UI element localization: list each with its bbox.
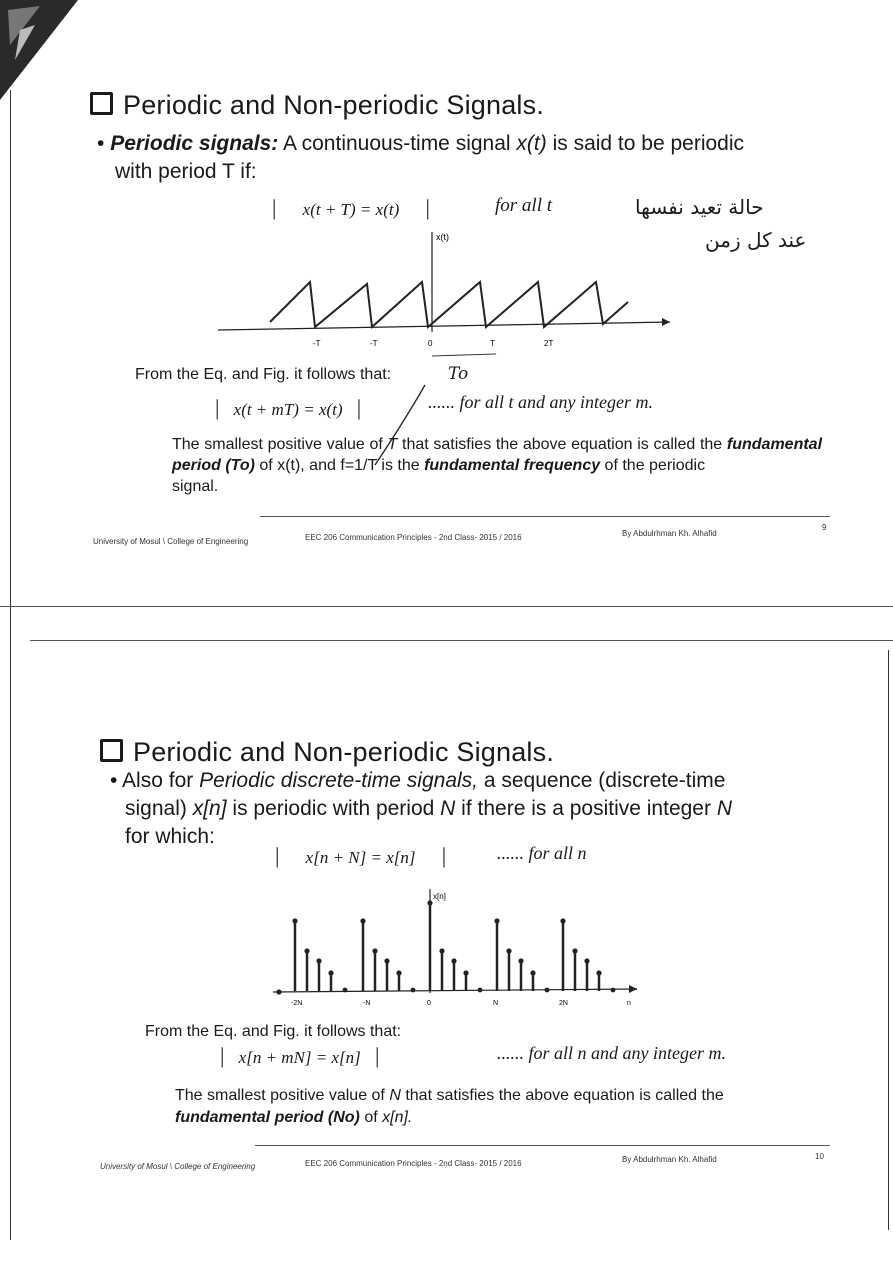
stem-dot <box>560 918 565 923</box>
stem-dot <box>304 948 309 953</box>
stem-dot <box>596 970 601 975</box>
slide1-bullet-line2: with period T if: <box>115 160 257 183</box>
stem-dot <box>572 948 577 953</box>
slide1-equation: | x(t + T) = x(t) | <box>272 195 430 220</box>
tick-label: n <box>627 1000 631 1007</box>
slide2-equation-cond: ...... for all n <box>497 843 587 863</box>
bullet-dot-icon: • <box>110 769 118 792</box>
slide2-equation2: | x[n + mN] = x[n] | <box>220 1043 380 1068</box>
checkbox-bullet-icon <box>100 739 123 762</box>
stem-dot <box>384 958 389 963</box>
stem-zero-dot <box>545 988 550 993</box>
stem-dot <box>427 900 432 905</box>
slide2-equation2-cond: ...... for all n and any integer m. <box>497 1043 726 1063</box>
stem-dot <box>494 918 499 923</box>
stem-dot <box>316 958 321 963</box>
arabic-note-line2: عند كل زمن <box>705 228 807 252</box>
n-axis-arrow-icon <box>629 985 637 993</box>
tick-label: T <box>490 339 495 348</box>
tick-label: -T <box>370 339 378 348</box>
right-page-edge <box>888 650 889 1230</box>
tick-label: -N <box>363 1000 371 1007</box>
tick-label: 0 <box>428 339 433 348</box>
stem-dot <box>518 958 523 963</box>
slide2-footer-left: University of Mosul \ College of Engineering <box>100 1162 256 1171</box>
stem-zero-dot <box>343 988 348 993</box>
bullet-dot-icon: • <box>97 132 105 155</box>
slide2-page-number: 10 <box>815 1152 824 1161</box>
slide2-footer-right: By Abdulrhman Kh. Alhafid <box>622 1155 717 1164</box>
ylabel: x(t) <box>436 232 449 242</box>
stem-dot <box>530 970 535 975</box>
slide2-title: Periodic and Non-periodic Signals. <box>100 737 554 768</box>
sawtooth-wave <box>270 282 628 327</box>
tick-label: N <box>493 1000 499 1007</box>
slide1-equation-cond: for all t <box>495 195 553 216</box>
time-axis-arrow-icon <box>662 318 670 326</box>
slide1-footer-mid: EEC 206 Communication Principles - 2nd Class- 2015 / 2016 <box>305 533 522 542</box>
stem-dot <box>584 958 589 963</box>
stem-dot <box>463 970 468 975</box>
slide1-footer-left: University of Mosul \ College of Engineering <box>93 537 249 546</box>
slide2-bullet-line3: for which: <box>125 825 215 848</box>
checkbox-bullet-icon <box>90 92 113 115</box>
slide1-equation2-cond: ...... for all t and any integer m. <box>428 392 653 412</box>
slide1-title: Periodic and Non-periodic Signals. <box>90 90 544 121</box>
slide-divider-bottom <box>30 640 893 641</box>
tick-label: 2N <box>559 1000 568 1007</box>
stem-dot <box>439 948 444 953</box>
tick-label: 2T <box>544 339 554 348</box>
stem-dot <box>328 970 333 975</box>
period-bracket <box>432 354 496 356</box>
tick-label: -T <box>313 339 321 348</box>
slide1-page-number: 9 <box>822 523 827 532</box>
stem-zero-dot <box>411 988 416 993</box>
corner-decoration <box>0 0 80 110</box>
slide1-bullet-bold: Periodic signals: <box>110 132 279 155</box>
ylabel: x[n] <box>433 892 446 901</box>
slide2-paragraph: The smallest positive value of N that satisfies the above equation is called the fundamental period (No) of x[n]. <box>175 1087 724 1126</box>
slide-divider-top <box>0 606 893 607</box>
slide1-footer-right: By Abdulrhman Kh. Alhafid <box>622 529 717 538</box>
slide1-follows-text: From the Eq. and Fig. it follows that: <box>135 366 392 383</box>
slide1-bullet: • Periodic signals: A continuous-time signal x(t) is said to be periodic <box>97 132 745 155</box>
tick-label: -2N <box>291 1000 303 1007</box>
handwritten-to-label: To <box>448 364 469 384</box>
slide2-follows-text: From the Eq. and Fig. it follows that: <box>145 1023 402 1040</box>
left-page-edge <box>10 90 11 1240</box>
stem-dot <box>451 958 456 963</box>
arabic-note-line1: حالة تعيد نفسها <box>635 195 764 219</box>
slide2-footer-mid: EEC 206 Communication Principles - 2nd Class- 2015 / 2016 <box>305 1159 522 1168</box>
slide2-footer-rule <box>255 1145 830 1146</box>
stem-dot <box>372 948 377 953</box>
stem-dot <box>396 970 401 975</box>
slide2-bullet-line2: signal) x[n] is periodic with period N if there is a positive integer N <box>125 797 732 820</box>
slide1-paragraph: The smallest positive value of T that satisfies the above equation is called the fundamental period (To) of x(t), and f=1/T is the fundamental frequency of the periodic signal. <box>172 436 823 495</box>
stem-zero-dot <box>478 988 483 993</box>
stem-dot <box>292 918 297 923</box>
stem-dot <box>506 948 511 953</box>
slide2-bullet: • Also for Periodic discrete-time signals, a sequence (discrete-time <box>110 769 726 792</box>
stem-zero-dot <box>611 988 616 993</box>
slide2-equation: | x[n + N] = x[n] | <box>275 843 447 868</box>
tick-label: 0 <box>427 1000 431 1007</box>
stem-figure <box>265 885 645 1010</box>
slide1-footer-rule <box>260 516 830 517</box>
slide1-equation2: | x(t + mT) = x(t) | <box>215 395 362 420</box>
stem-zero-dot <box>276 989 281 994</box>
sawtooth-figure <box>210 222 680 357</box>
stem-dot <box>360 918 365 923</box>
